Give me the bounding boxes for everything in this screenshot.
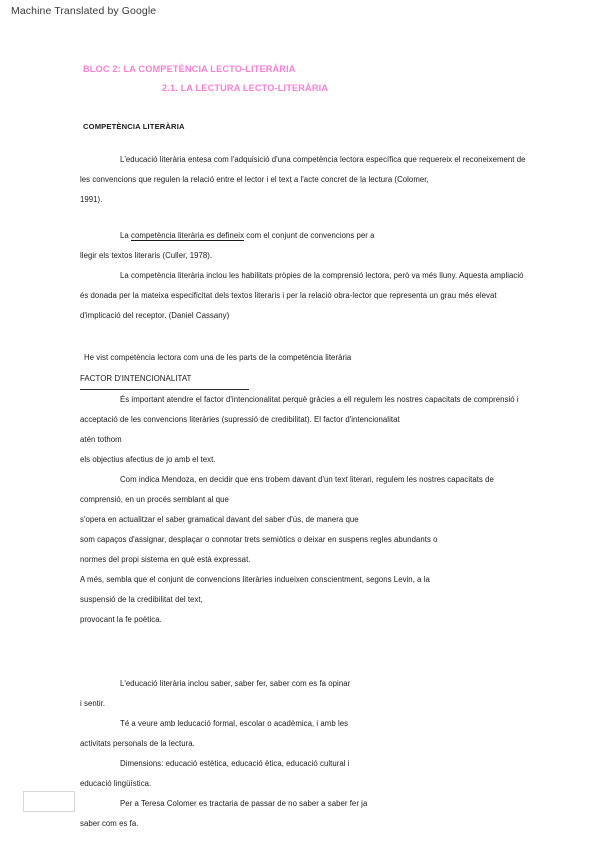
line-educacio-linguistica: educació lingüística. [80,779,152,788]
text-suffix: com el conjunt de convencions per a [244,231,375,240]
line-levin-convencions: A més, sembla que el conjunt de convencions literàries indueixen conscientment, segons Levin, a la [80,575,430,584]
banner-label: Machine Translated by Google [11,5,157,17]
line-trets-semiotics: som capaços d'assignar, desplaçar o connotar trets semiòtics o deixar en suspens regles abundants o [80,535,438,544]
spacer [80,630,530,674]
bottom-empty-box [23,791,75,812]
line-activitats-personals: activitats personals de la lectura. [80,739,195,748]
line-saber-gramatical: s'opera en actualitzar el saber gramatical davant del saber d'ús, de manera que [80,515,359,524]
line-educacio-formal: Té a veure amb leducació formal, escolar o acadèmica, i amb les [120,719,349,728]
spacer [80,98,530,120]
machine-translation-banner [0,0,600,22]
spacer [80,134,530,150]
line-objectius-afectius: els objectius afectius de jo amb el text. [80,455,216,464]
factor-intencionalitat-heading: FACTOR D'INTENCIONALITAT [80,370,249,390]
paragraph-habilitats-comprensio: La competència literària inclou les habilitats pròpies de la comprensió lectora, però va més lluny. Aquesta ampliació és donada per la mateixa especificitat dels textos literaris i per la relació obra-lector que representa un grau més elevat d'implicació del receptor. (Daniel Cassany) [80,271,524,320]
competencia-literaria-subheading: COMPETÈNCIA LITERÀRIA [83,122,185,131]
spacer [80,326,530,348]
line-culler-citation: llegir els textos literaris (Culler, 1978). [80,251,213,260]
line-aten-tothom: atén tothom [80,435,122,444]
line-normes-sistema: normes del propi sistema en què està expressat. [80,555,251,564]
line-saber-com-es-fa: saber com es fa. [80,819,139,828]
bloc-heading: BLOC 2: LA COMPETÈNCIA LECTO-LITERÀRIA [83,64,296,74]
document-body [0,60,600,834]
line-colomer-year: 1991). [80,195,103,204]
paragraph-mendoza: Com indica Mendoza, en decidir que ens trobem davant d'un text literari, regulem les nostres capacitats de comprensió, en un procés semblant al que [80,475,494,504]
underlined-competencia-literaria: competència literària es defineix [131,231,245,240]
line-dimensions: Dimensions: educació estètica, educació ètica, educació cultural i [120,759,350,768]
line-i-sentir: i sentir. [80,699,106,708]
paragraph-educacio-literaria: L'educació literària entesa com l'adquisició d'una competència lectora específica que requereix el reconeixement de les convencions que regulen la relació entre el lector i el text a l'acte concret de la lectura (Colomer, [80,155,526,184]
text-prefix: La [120,231,131,240]
spacer [80,210,530,226]
line-suspensio-credibilitat: suspensió de la credibilitat del text, [80,595,203,604]
section-heading: 2.1. LA LECTURA LECTO-LITERÀRIA [162,83,329,93]
line-fe-poetica: provocant la fe poètica. [80,615,162,624]
line-saber-saber-fer: L'educació literària inclou saber, saber fer, saber com es fa opinar [120,679,351,688]
line-teresa-colomer: Per a Teresa Colomer es tractaria de passar de no saber a saber fer ja [120,799,368,808]
paragraph-factor-intencionalitat: És important atendre el factor d'intencionalitat perquè gràcies a ell regulem les nostres capacitats de comprensió i acceptació de les convencions literàries (supressió de credibilitat). El factor d'intencionalitat [80,395,519,424]
line-competencia-defineix [80,226,530,246]
line-he-vist: He vist competència lectora com una de les parts de la competència literària [84,353,352,362]
